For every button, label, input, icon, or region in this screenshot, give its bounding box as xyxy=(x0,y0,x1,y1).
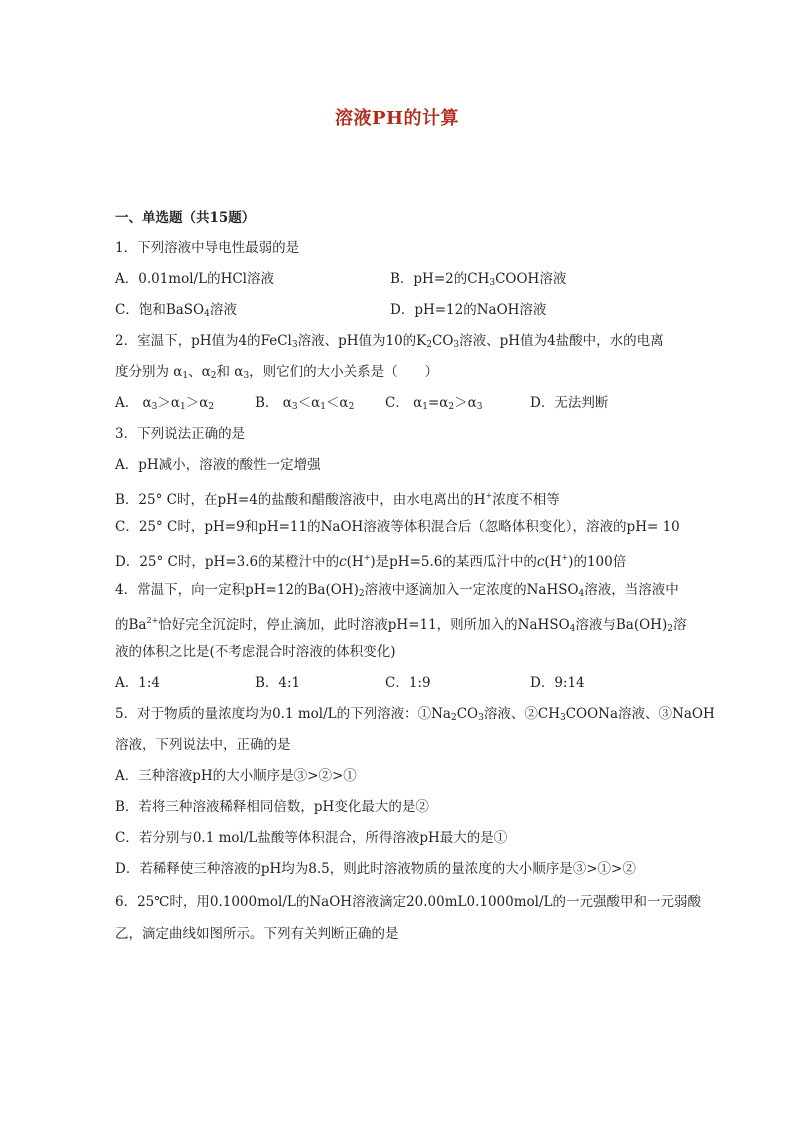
q2-option-a: A． $\alpha_3>\alpha_1>\alpha_2$ xyxy=(115,395,215,412)
q5-option-d: D．若稀释使三种溶液的pH均为8.5，则此时溶液物质的量浓度的大小顺序是③>①>② xyxy=(115,861,636,877)
q2-options xyxy=(115,393,690,417)
section-heading: 一、单选题（共15题） xyxy=(115,210,256,226)
q3-option-d: D．25° C时，pH=3.6的某橙汁中的c(H+)是pH=5.6的某西瓜汁中的c(H+)的100倍 xyxy=(115,553,627,570)
q5-stem-line1: 5．对于物质的量浓度均为0.1 mol/L的下列溶液：$①Na_2CO_3$溶液、$②CH_3COONa$溶液、③NaOH xyxy=(115,706,715,723)
q5-option-c: C．若分别与0.1 mol/L盐酸等体积混合，所得溶液pH最大的是① xyxy=(115,830,508,846)
q2-option-c: C． $\alpha_1=\alpha_2>\alpha_3$ xyxy=(385,395,483,412)
q3-stem: 3．下列说法正确的是 xyxy=(115,426,246,442)
q1-options-cd xyxy=(115,300,690,324)
q5-stem-line2: 溶液，下列说法中，正确的是 xyxy=(115,737,291,753)
q5-option-b: B．若将三种溶液稀释相同倍数，pH变化最大的是② xyxy=(115,799,429,815)
q4-options xyxy=(115,673,690,693)
q2-stem-line2: 度分别为 $\alpha_1$、$\alpha_2$和 $\alpha_3$，则它们的大小关系是（ ） xyxy=(115,364,439,381)
q4-stem-line3: 液的体积之比是(不考虑混合时溶液的体积变化) xyxy=(115,644,396,660)
page-title: 溶液PH的计算 xyxy=(334,108,460,129)
q3-option-b: B．25° C时，在pH=4的盐酸和醋酸溶液中，由水电离出的H+浓度不相等 xyxy=(115,491,560,508)
q4-option-c: C．1:9 xyxy=(385,675,431,691)
q5-option-a: A．三种溶液pH的大小顺序是③>②>① xyxy=(115,768,357,784)
q1-options-ab xyxy=(115,269,690,289)
q4-option-b: B．4:1 xyxy=(255,675,301,691)
q2-stem-line1: 2．室温下，pH值为4的FeCl$_3$溶液、pH值为10的$K_2CO_3$溶液、pH值为4盐酸中，水的电离 xyxy=(115,333,664,350)
q4-option-a: A．1:4 xyxy=(115,675,160,691)
q6-stem-line1: 6．25℃时，用0.1000mol/L的NaOH溶液滴定20.00mL0.1000mol/L的一元强酸甲和一元弱酸 xyxy=(115,894,701,910)
q6-stem-line2: 乙，滴定曲线如图所示。下列有关判断正确的是 xyxy=(115,926,399,942)
q1-stem: 1．下列溶液中导电性最弱的是 xyxy=(115,240,300,256)
q4-option-d: D．9:14 xyxy=(530,675,585,691)
q1-option-b: B．pH=2的$CH_3COOH$溶液 xyxy=(390,271,567,288)
q1-option-a: A．0.01mol/L的HCl溶液 xyxy=(115,271,274,287)
q4-stem-line2: 的$Ba^{2+}$恰好完全沉淀时，停止滴加，此时溶液pH=11，则所加入的NaHSO$_4$溶液与$Ba(OH)_2$溶 xyxy=(115,616,687,634)
q3-option-a: A．pH减小，溶液的酸性一定增强 xyxy=(115,457,321,473)
q3-option-c: C．25° C时，pH=9和pH=11的NaOH溶液等体积混合后（忽略体积变化），溶液的pH= 10 xyxy=(115,519,680,535)
q4-stem-line1: 4．常温下，向一定积pH=12的$Ba(OH)_2$溶液中逐滴加入一定浓度的NaHSO$_4$溶液，当溶液中 xyxy=(115,582,679,599)
q2-option-b: B． $\alpha_3<\alpha_1<\alpha_2$ xyxy=(255,395,355,412)
q1-option-d: D．pH=12的NaOH溶液 xyxy=(390,302,547,318)
q2-option-d: D．无法判断 xyxy=(530,395,609,411)
q1-option-c: C．饱和BaSO$_4$溶液 xyxy=(115,302,237,319)
